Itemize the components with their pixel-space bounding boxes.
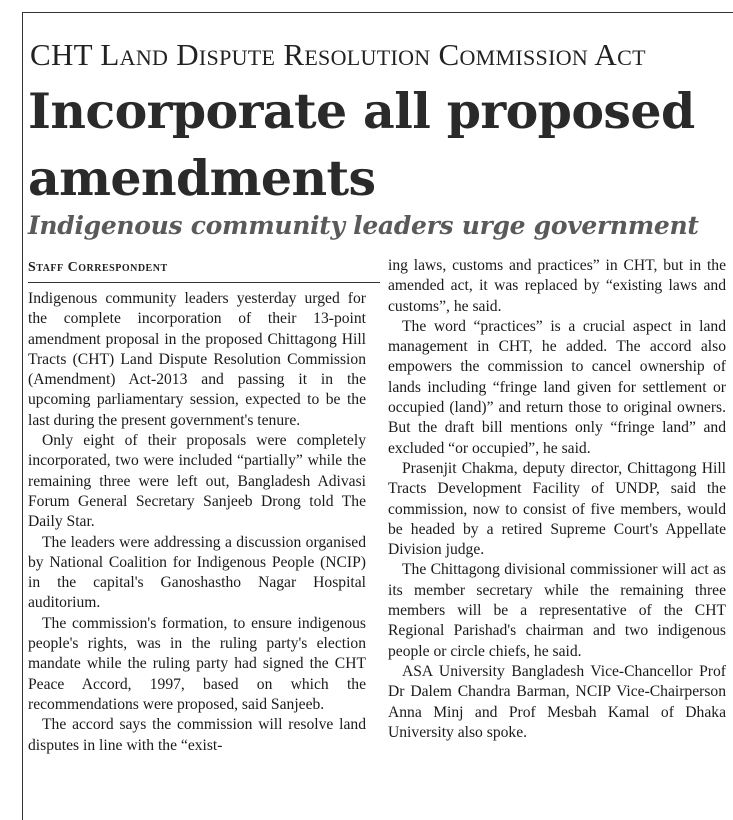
paragraph: The accord says the commission will resolve land disputes in line with the “exist- — [28, 716, 366, 754]
paragraph: The Chittagong divisional commissioner will act as its member secretary while the remaining three members will be a representative of the CHT Regional Parishad's chairman and two indigenous people or circle chiefs, he said. — [388, 561, 726, 660]
article-column-right — [388, 256, 726, 819]
paragraph: The commission's formation, to ensure indigenous people's rights, was in the ruling party's election mandate while the ruling party had signed the CHT Peace Accord, 1997, based on which the recommendations were proposed, said Sanjeeb. — [28, 614, 366, 713]
paragraph: Prasenjit Chakma, deputy director, Chittagong Hill Tracts Development Facility of UNDP, said the commission, now to consist of five members, would be headed by a retired Supreme Court's Appellate Division judge. — [388, 459, 726, 559]
paragraph: The word “practices” is a crucial aspect in land management in CHT, he added. The accord also empowers the commission to cancel ownership of lands including “fringe land given for settlement or occupied (land)” and return those to original owners. But the draft bill mentions only “fringe land” and excluded “or occupied”, he said. — [388, 317, 726, 457]
kicker: CHT Land Dispute Resolution Commission Act — [30, 37, 646, 72]
byline-rule — [28, 282, 380, 283]
byline: Staff Correspondent — [28, 260, 168, 275]
paragraph: ASA University Bangladesh Vice-Chancellor Prof Dr Dalem Chandra Barman, NCIP Vice-Chairperson Anna Minj and Prof Mesbah Kamal of Dhaka University also spoke. — [388, 662, 726, 741]
headline: Incorporate all proposed amendments — [28, 82, 695, 207]
paragraph: The leaders were addressing a discussion organised by National Coalition for Indigenous People (NCIP) in the capital's Ganoshasthо Nagar Hospital auditorium. — [28, 533, 366, 612]
article-column-left — [28, 289, 366, 819]
paragraph: Indigenous community leaders yesterday urged for the complete incorporation of their 13-point amendment proposal in the proposed Chittagong Hill Tracts (CHT) Land Dispute Resolution Commission (Amendment) Act-2013 and passing it in the upcoming parliamentary session, expected to be the last during the present government's tenure. — [28, 290, 366, 429]
paragraph: Only eight of their proposals were completely incorporated, two were included “partially” while the remaining three were left out, Bangladesh Adivasi Forum General Secretary Sanjeeb Drong told The Daily Star. — [28, 432, 366, 531]
subheadline: Indigenous community leaders urge government — [28, 211, 699, 240]
paragraph: ing laws, customs and practices” in CHT, but in the amended act, it was replaced by “existing laws and customs”, he said. — [388, 257, 726, 315]
